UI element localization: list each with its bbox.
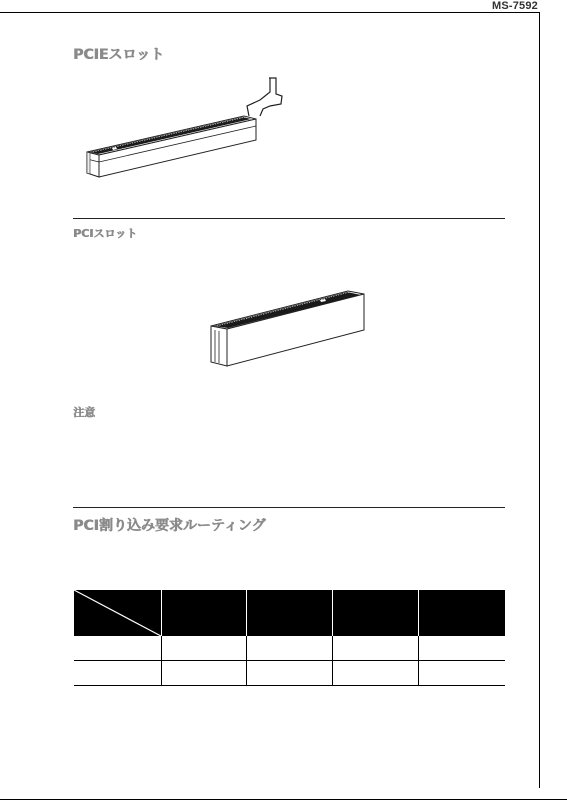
footer-rule xyxy=(0,799,567,800)
table-row xyxy=(74,661,505,686)
header-rule xyxy=(0,12,540,13)
note-heading: 注意 xyxy=(73,406,95,419)
table-cell xyxy=(161,661,246,686)
table-cell xyxy=(418,661,505,686)
pci-slot-illustration xyxy=(208,286,370,370)
table-cell xyxy=(161,636,246,661)
table-cell xyxy=(74,661,161,686)
diagonal-split-icon xyxy=(74,590,161,636)
table-corner-cell xyxy=(74,590,161,636)
table-header-row xyxy=(74,590,505,636)
pcie-slot-heading: PCIEスロット xyxy=(73,47,165,63)
model-number: MS-7592 xyxy=(491,0,538,12)
table-header-cell xyxy=(418,590,505,636)
table-cell xyxy=(74,636,161,661)
table-header-cell xyxy=(332,590,418,636)
table-cell xyxy=(332,661,418,686)
table-cell xyxy=(246,636,332,661)
table-cell xyxy=(332,636,418,661)
margin-rule xyxy=(539,12,540,788)
irq-routing-table xyxy=(74,590,505,686)
table-header-cell xyxy=(246,590,332,636)
section-divider xyxy=(73,218,505,219)
pcie-slot-illustration xyxy=(84,76,294,182)
section-divider xyxy=(73,507,505,508)
irq-routing-heading: PCI割り込み要求ルーティング xyxy=(73,518,266,534)
pci-slot-heading: PCIスロット xyxy=(73,227,138,240)
table-cell xyxy=(246,661,332,686)
table-cell xyxy=(418,636,505,661)
table-row xyxy=(74,636,505,661)
table-header-cell xyxy=(161,590,246,636)
